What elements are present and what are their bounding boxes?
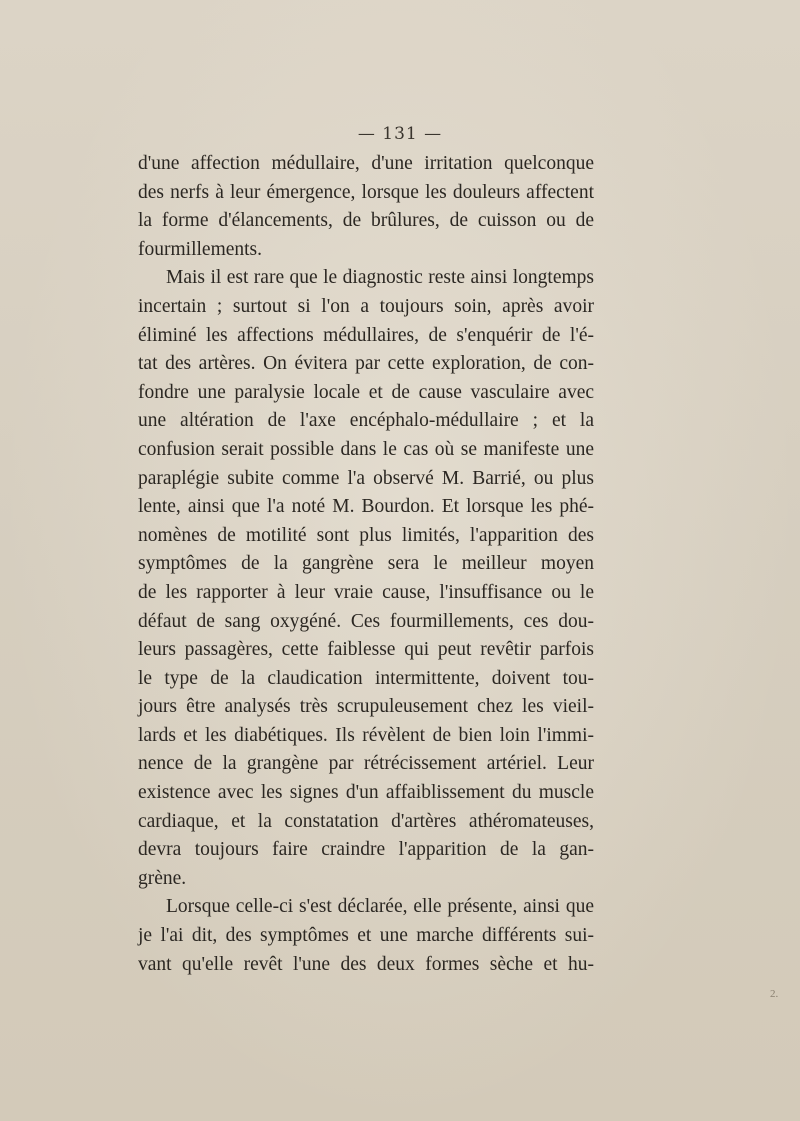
- text-line: le type de la claudication intermittente, doivent tou-: [138, 667, 594, 689]
- body-text: [138, 150, 594, 979]
- text-line: défaut de sang oxygéné. Ces fourmillements, ces dou-: [138, 610, 594, 632]
- text-line: existence avec les signes d'un affaiblissement du muscle: [138, 782, 594, 804]
- text-line: des nerfs à leur émergence, lorsque les douleurs affectent: [138, 181, 594, 203]
- text-line: une altération de l'axe encéphalo-médullaire ; et la: [138, 410, 594, 432]
- text-line: d'une affection médullaire, d'une irritation quelconque: [138, 153, 594, 174]
- text-line: éliminé les affections médullaires, de s'enquérir de l'é-: [138, 324, 594, 346]
- text-line: la forme d'élancements, de brûlures, de cuisson ou de: [138, 210, 594, 232]
- text-line: symptômes de la gangrène sera le meilleur moyen: [138, 553, 594, 575]
- text-line: je l'ai dit, des symptômes et une marche différents sui-: [138, 925, 594, 947]
- text-line: nomènes de motilité sont plus limités, l'apparition des: [138, 524, 594, 546]
- page-number: — 131 —: [357, 124, 443, 144]
- text-line: grène.: [138, 867, 187, 889]
- text-line: jours être analysés très scrupuleusement chez les vieil-: [138, 696, 594, 718]
- text-line: cardiaque, et la constatation d'artères athéromateuses,: [138, 810, 594, 832]
- text-line: nence de la grangène par rétrécissement artériel. Leur: [138, 753, 594, 775]
- text-line: devra toujours faire craindre l'apparition de la gan-: [138, 839, 594, 861]
- text-line: lards et les diabétiques. Ils révèlent de bien loin l'immi-: [138, 724, 594, 746]
- text-line: leurs passagères, cette faiblesse qui peut revêtir parfois: [138, 639, 594, 661]
- text-line: fourmillements.: [138, 238, 263, 260]
- text-line: incertain ; surtout si l'on a toujours soin, après avoir: [138, 295, 594, 317]
- margin-mark: 2.: [770, 988, 779, 1000]
- text-line: fondre une paralysie locale et de cause vasculaire avec: [138, 381, 594, 403]
- text-line: vant qu'elle revêt l'une des deux formes sèche et hu-: [138, 953, 594, 975]
- text-line: Lorsque celle-ci s'est déclarée, elle présente, ainsi que: [166, 896, 594, 918]
- text-line: Mais il est rare que le diagnostic reste ainsi longtemps: [166, 267, 594, 289]
- text-line: confusion serait possible dans le cas où se manifeste une: [138, 438, 594, 460]
- text-line: lente, ainsi que l'a noté M. Bourdon. Et lorsque les phé-: [138, 496, 594, 518]
- text-line: paraplégie subite comme l'a observé M. Barrié, ou plus: [138, 467, 594, 489]
- text-line: tat des artères. On évitera par cette exploration, de con-: [138, 353, 594, 375]
- text-line: de les rapporter à leur vraie cause, l'insuffisance ou le: [138, 581, 594, 603]
